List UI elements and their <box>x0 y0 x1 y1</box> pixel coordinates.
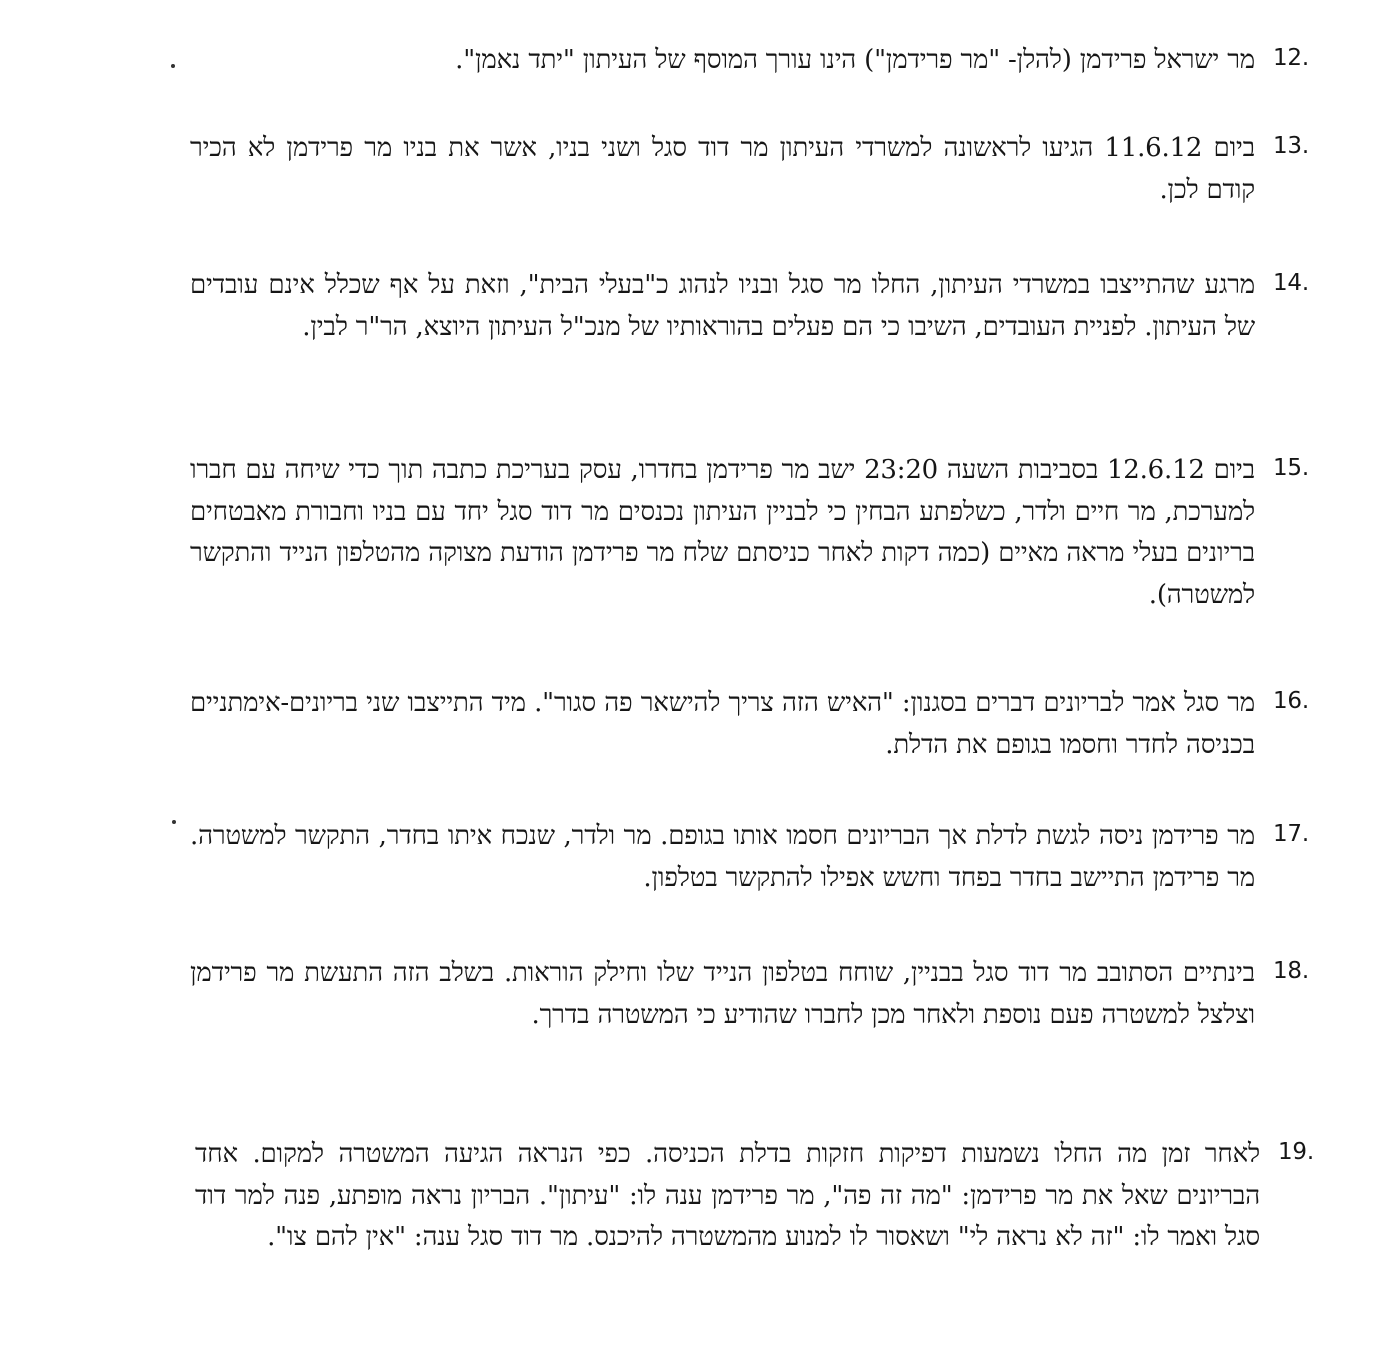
paragraph-15 <box>190 450 1309 616</box>
paragraph-number: 16. <box>1273 688 1309 714</box>
scan-speck <box>171 64 175 68</box>
paragraph-number: 19. <box>1278 1139 1314 1165</box>
paragraph-text: מר ישראל פרידמן (להלן- "מר פרידמן") הינו עורך המוסף של העיתון "יתד נאמן". <box>455 45 1255 75</box>
scan-speck <box>172 820 176 824</box>
paragraph-text: ביום 12.6.12 בסביבות השעה 23:20 ישב מר פרידמן בחדרו, עסק בעריכת כתבה תוך כדי שיחה עם חברו למערכת, מר חיים ולדר, כשלפתע הבחין כי לבניין העיתון נכנסים מר דוד סגל יחד עם בניו וחבורת מאבטחים בריונים בעלי מראה מאיים (כמה דקות לאחר כניסתם שלח מר פרידמן הודעת מצוקה מהטלפון הנייד והתקשר למשטרה). <box>190 455 1255 610</box>
paragraph-text: בינתיים הסתובב מר דוד סגל בבניין, שוחח בטלפון הנייד שלו וחילק הוראות. בשלב הזה התעשת מר פרידמן וצלצל למשטרה פעם נוספת ולאחר מכן לחברו שהודיע כי המשטרה בדרך. <box>190 958 1255 1030</box>
paragraph-number: 15. <box>1273 455 1309 481</box>
paragraph-number: 17. <box>1273 821 1309 847</box>
paragraph-text: מר סגל אמר לבריונים דברים בסגנון: "האיש הזה צריך להישאר פה סגור". מיד התייצבו שני בריונים-אימתניים בכניסה לחדר וחסמו בגופם את הדלת. <box>190 688 1255 760</box>
paragraph-number: 12. <box>1273 45 1309 71</box>
paragraph-14 <box>190 265 1309 348</box>
paragraph-16 <box>190 683 1309 766</box>
paragraph-text: מרגע שהתייצבו במשרדי העיתון, החלו מר סגל ובניו לנהוג כ"בעלי הבית", וזאת על אף שכלל אינם עובדים של העיתון. לפניית העובדים, השיבו כי הם פעלים בהוראותיו של מנכ"ל העיתון היוצא, הר"ר לבין. <box>190 270 1255 342</box>
paragraph-text: לאחר זמן מה החלו נשמעות דפיקות חזקות בדלת הכניסה. כפי הנראה הגיעה המשטרה למקום. אחד הבריונים שאל את מר פרידמן: "מה זה פה", מר פרידמן ענה לו: "עיתון". הבריון נראה מופתע, פנה למר דוד סגל ואמר לו: "זה לא נראה לי" ושאסור לו למנוע מהמשטרה להיכנס. מר דוד סגל ענה: "אין להם צו". <box>195 1139 1260 1253</box>
paragraph-19 <box>195 1134 1314 1259</box>
paragraph-number: 18. <box>1273 958 1309 984</box>
paragraph-text: מר פרידמן ניסה לגשת לדלת אך הבריונים חסמו אותו בגופם. מר ולדר, שנכח איתו בחדר, התקשר למשטרה. מר פרידמן התיישב בחדר בפחד וחשש אפילו להתקשר בטלפון. <box>190 821 1255 893</box>
paragraph-18 <box>190 953 1309 1036</box>
paragraph-13 <box>190 128 1309 211</box>
paragraph-number: 13. <box>1273 133 1309 159</box>
paragraph-17 <box>190 816 1309 899</box>
paragraph-12 <box>255 40 1309 82</box>
paragraph-number: 14. <box>1273 270 1309 296</box>
paragraph-text: ביום 11.6.12 הגיעו לראשונה למשרדי העיתון מר דוד סגל ושני בניו, אשר את בניו מר פרידמן לא הכיר קודם לכן. <box>190 133 1255 205</box>
